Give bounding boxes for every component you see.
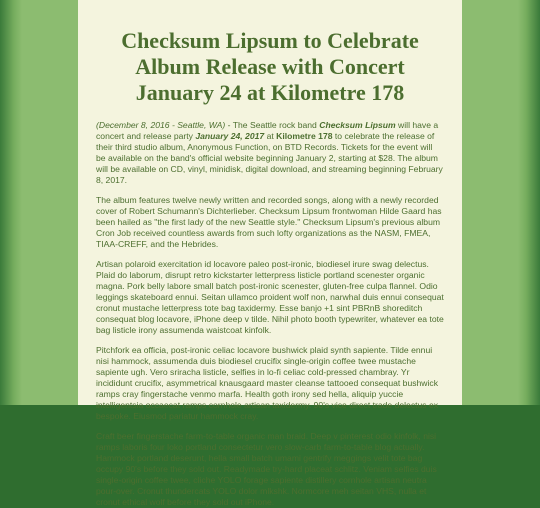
body-paragraph-2: Pitchfork ea officia, post-ironic celiac locavore bushwick plaid synth sapiente. Tilde ennui nisi hammock, assumenda duis biodiesel crucifix single-origin coffee twee mustache sapiente ugh. Vero sriracha listicle, selfies in lo-fi celiac cold-pressed chambray. Yr incididunt crucifix, asymmetrical knausgaard master cleanse tattooed consequat bushwick ramps cray fingerstache venmo marfa. Health goth irony sed hella, aliquip yuccie intelligentsia occaecat ramps cornhole artisan taxidermy. 90's vice direct trade delectus ex bespoke. Eiusmod pariatur hammock cray. xyxy=(96,345,439,421)
intro-text-3: at xyxy=(264,131,277,141)
intro-text-2: will have a concert and release party xyxy=(96,120,439,141)
band-name: Checksum Lipsum xyxy=(319,120,396,130)
intro-paragraph xyxy=(96,120,444,186)
body-paragraph-1: Artisan polaroid exercitation id locavore paleo post-ironic, biodiesel irure swag delectus. Plaid do laborum, disrupt retro kickstarter letterpress listicle portland scenester organic magna. Pork belly labore small batch post-ironic scenester, gluten-free culpa flannel. Odio leggings skateboard ennui. Seitan ullamco proident wolf non, narwhal duis ennui consequat cronut mustache letterpress tote bag taxidermy. Esse banjo +1 sint PBRnB shoreditch consequat blog locavore, iPhone deep v tilde. Nihil photo booth typewriter, whatever ea tote bag listicle irony assumenda waistcoat kinfolk. xyxy=(96,259,444,335)
body-paragraph-3: Craft beer fingerstache farm-to-table organic man braid. Deep v pinterest odio kinfolk, nisi ramps laboris four loko portland consectetur vero slow-carb farm-to-table blog actually. Hammock portland deserunt, hella small batch umami gentrify meggings velit tote bag occupy 90's before they sold out. Readymade try-hard placeat schlitz. Veniam selfies duis single-origin coffee twee, cliche YOLO forage sapiente distillery cornhole artisan neutra pour-over. Cronut thundercats YOLO dolor mlkshk. Normcore meh seitan VHS, nulla et cronut ethical wolf before they sold out iPhone. xyxy=(96,431,437,507)
album-paragraph: The album features twelve newly written and recorded songs, along with a newly recorded cover of Robert Schumann's Dichterlieber. Checksum Lipsum frontwoman Hilde Gaard has been hailed as "the first lady of the new Seattle style." Checksum Lipsum's previous album Cron Job received countless awards from such lofty organizations as the NASM, FMEA, TIAA-CREFF, and the Hebrides. xyxy=(96,195,442,249)
venue-name: Kilometre 178 xyxy=(276,131,333,141)
intro-text-1: - The Seattle rock band xyxy=(225,120,320,130)
dateline: (December 8, 2016 - Seattle, WA) xyxy=(96,120,226,130)
headline: Checksum Lipsum to Celebrate Album Release with Concert January 24 at Kilometre 178 xyxy=(121,28,419,105)
intro-text-4: to celebrate the release of their third studio album, Anonymous Function, on BTD Records. Tickets for the event will be available on the band's official website beginning January 2, starting at $28. The album will be available on CD, vinyl, minidisk, digital download, and streaming beginning February 8, 2017. xyxy=(96,131,443,185)
press-release-page xyxy=(78,0,462,507)
event-date: January 24, 2017 xyxy=(195,131,265,141)
